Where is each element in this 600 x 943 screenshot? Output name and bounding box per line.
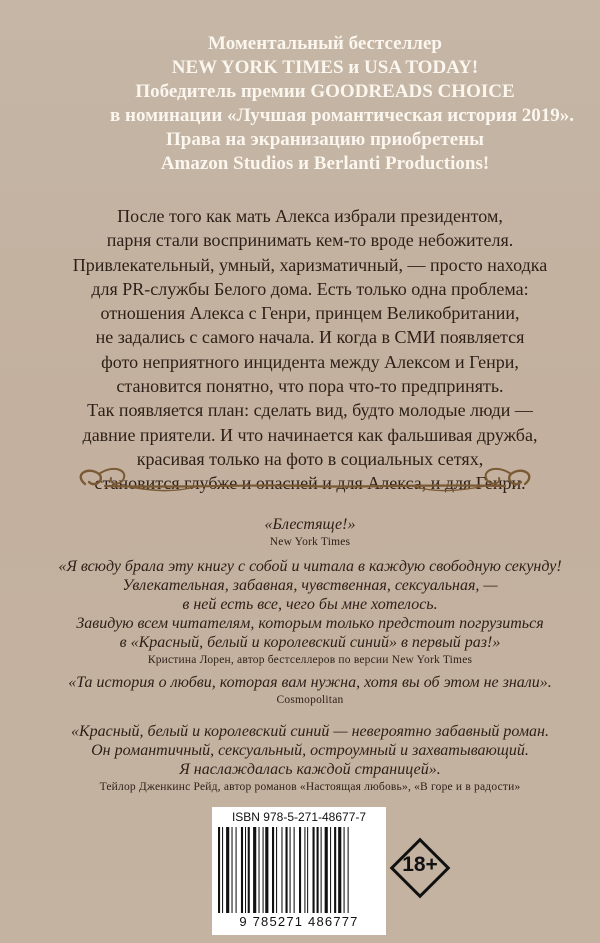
quote-text: «Блестяще!»: [264, 516, 356, 533]
synopsis-line: не задались с самого начала. И когда в СМИ появляется: [95, 327, 525, 348]
synopsis-line: красивая только на фото в социальных сетях,: [136, 448, 484, 469]
quote-text: Он романтичный, сексуальный, остроумный и захватывающий.: [91, 742, 529, 759]
header-line: в номинации «Лучшая романтическая история 2019».: [110, 105, 574, 126]
header-line: Права на экранизацию приобретены: [166, 129, 484, 150]
decorative-flourish-divider: [65, 462, 545, 502]
review-quote: [20, 515, 600, 551]
quote-source: Кристина Лорен, автор бестселлеров по версии New York Times: [147, 654, 473, 666]
quote-text: «Та история о любви, которая вам нужна, хотя вы об этом не знали».: [68, 674, 552, 691]
quote-text: Завидую всем читателям, которым только предстоит погрузиться: [76, 615, 544, 632]
review-quote: [20, 722, 600, 796]
book-synopsis: [60, 204, 560, 496]
quote-text: в «Красный, белый и королевский синий» в первый раз!»: [119, 634, 501, 651]
synopsis-line: фото неприятного инцидента между Алексом и Генри,: [101, 351, 519, 372]
synopsis-line: становится понятно, что пора что-то предпринять.: [116, 376, 504, 397]
quote-text: «Красный, белый и королевский синий — невероятно забавный роман.: [71, 723, 549, 740]
isbn-label: ISBN 978-5-271-48677-7: [231, 810, 367, 824]
quote-source: Тейлор Дженкинс Рейд, автор романов «Настоящая любовь», «В горе и в радости»: [99, 781, 521, 793]
quote-source: New York Times: [269, 536, 351, 548]
review-quote: [20, 557, 600, 669]
review-quote: [20, 673, 600, 709]
quote-text: Увлекательная, забавная, чувственная, сексуальная, —: [122, 577, 498, 594]
age-rating-label: 18+: [402, 853, 438, 876]
quote-text: «Я всюду брала эту книгу с собой и читала в каждую свободную секунду!: [58, 558, 562, 575]
quote-text: Я наслаждалась каждой страницей».: [179, 761, 441, 778]
header-line: Amazon Studios и Berlanti Productions!: [160, 153, 490, 174]
header-line: NEW YORK TIMES и USA TODAY!: [171, 57, 479, 78]
synopsis-line: После того как мать Алекса избрали президентом,: [117, 206, 503, 226]
barcode-digits: 9 785271 486777: [239, 914, 359, 929]
synopsis-line: становится глубже и опасней и для Алекса, и для Генри.: [94, 473, 526, 494]
synopsis-line: отношения Алекса с Генри, принцем Великобритании,: [100, 303, 520, 324]
header-line: Моментальный бестселлер: [208, 33, 442, 54]
quote-text: в ней есть все, чего бы мне хотелось.: [182, 596, 438, 613]
barcode-bars: [218, 827, 380, 913]
award-header: [110, 32, 574, 176]
synopsis-line: Так появляется план: сделать вид, будто молодые люди —: [87, 400, 533, 421]
isbn-barcode: [212, 807, 386, 935]
synopsis-line: для PR-службы Белого дома. Есть только одна проблема:: [91, 278, 529, 299]
quote-source: Cosmopolitan: [276, 694, 344, 706]
synopsis-line: давние приятели. И что начинается как фальшивая дружба,: [82, 424, 538, 445]
header-line: Победитель премии GOODREADS CHOICE: [135, 81, 515, 102]
synopsis-line: Привлекательный, умный, харизматичный, — просто находка: [72, 254, 548, 275]
synopsis-line: парня стали воспринимать кем-то вроде небожителя.: [106, 230, 514, 251]
